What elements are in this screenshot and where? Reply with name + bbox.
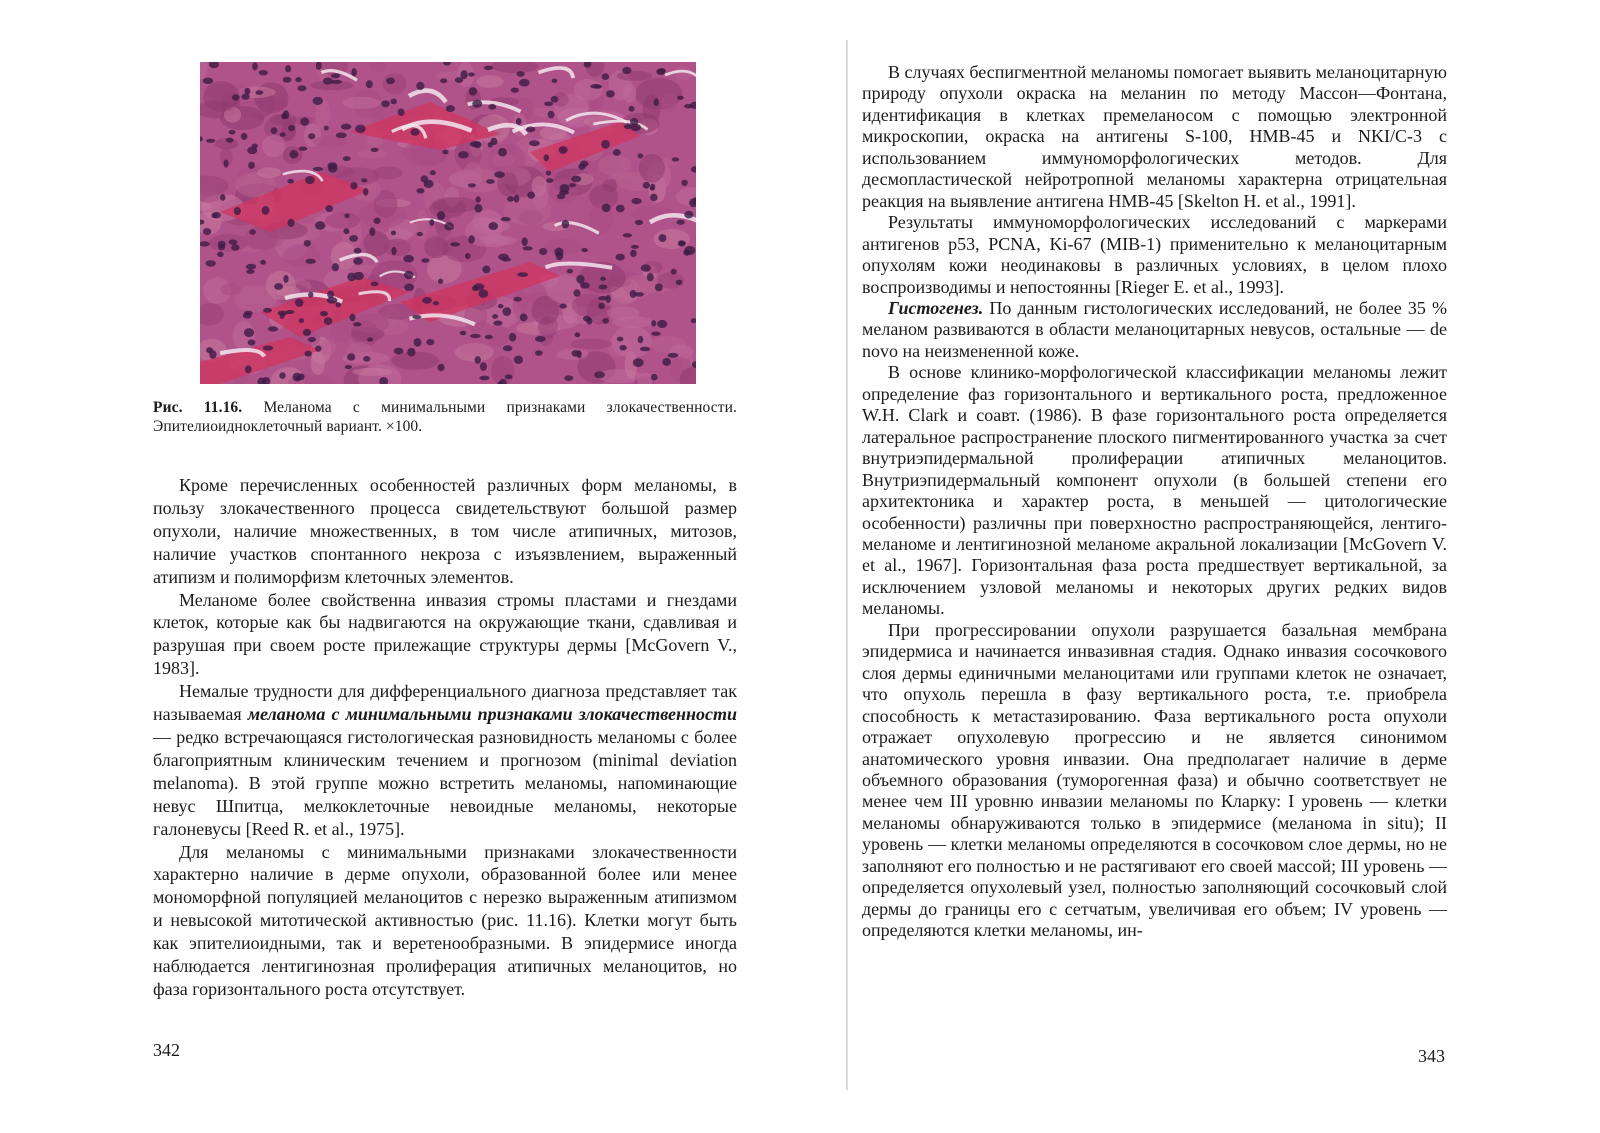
paragraph [153,680,737,840]
paragraph-text: По данным гистологических исследований, не более 35 % меланом развиваются в области меланоцитарных невусов, остальные — de novo на неизмененной коже. [862,297,1447,361]
figure-caption-text: Меланома с минимальными признаками злокачественности. Эпителиоидноклеточный вариант. ×100. [153,399,737,435]
paragraph: Для меланомы с минимальными признаками злокачественности характерно наличие в дерме опухоли, образованной более или менее мономорфной популяцией меланоцитов с нерезко выраженным атипизмом и невысокой митотической активностью (рис. 11.16). Клетки могут быть как эпителиоидными, так и веретенообразными. В эпидермисе иногда наблюдается лентигинозная пролиферация атипичных меланоцитов, но фаза горизонтального роста отсутствует. [153,841,737,999]
paragraph: В основе клинико-морфологической классификации меланомы лежит определение фаз горизонтального и вертикального роста, предложенное W.H. Clark и соавт. (1986). В фазе горизонтального роста определяется латеральное распространение плоского пигментированного участка за счет внутриэпидермальной пролиферации атипичных меланоцитов. Внутриэпидермальный компонент опухоли (в большей степени его архитектоника и характер роста, в меньшей — цитологические особенности) различны при поверхностно распространяющейся, лентиго-меланоме и лентигинозной меланоме акральной локализации [McGovern V. et al., 1967]. Горизонтальная фаза роста предшествует вертикальной, за исключением узловой меланомы и некоторых других редких видов меланомы. [862,362,1447,619]
paragraph-text: Немалые трудности для дифференциального диагноза представляет так называемая [153,681,737,725]
histology-micrograph [200,62,696,384]
paragraph: В случаях беспигментной меланомы помогает выявить меланоцитарную природу опухоли окраска на меланин по методу Массон—Фонтана, идентификация в клетках премеланосом с помощью электронной микроскопии, окраска на антигены S-100, НМВ-45 и NKI/C-3 с использованием иммуноморфологических методов. Для десмопластической нейротропной меланомы характерна отрицательная реакция на выявление антигена НМВ-45 [Skelton H. et al., 1991]. [862,62,1447,211]
paragraph: При прогрессировании опухоли разрушается базальная мембрана эпидермиса и начинается инвазивная стадия. Однако инвазия сосочкового слоя дермы единичными меланоцитами или группами клеток не означает, что опухоль перешла в фазу вертикального роста, т.е. приобрела способность к метастазированию. Фаза вертикального роста опухоли отражает опухолевую прогрессию и не является синонимом анатомического уровня инвазии. Она предполагает наличие в дерме объемного образования (туморогенная фаза) и обычно соответствует не менее чем III уровню инвазии меланомы по Кларку: I уровень — клетки меланомы обнаруживаются только в эпидермисе (меланома in situ); II уровень — клетки меланомы определяются в сосочковом слое дермы, но не заполняют его полностью и не растягивают его своей массой; III уровень — определяется опухолевый узел, полностью заполняющий сосочковый слой дермы до границы его с сетчатым, увеличивая его объем; IV уровень — определяются клетки меланомы, ин- [862,619,1447,941]
page-number: 343 [1418,1046,1445,1066]
paragraph [862,298,1447,362]
figure-caption [153,398,737,436]
page-number: 342 [153,1040,180,1060]
figure-caption-label: Рис. 11.16. [153,399,243,416]
paragraph: Результаты иммуноморфологических исследований с маркерами антигенов р53, PCNA, Ki-67 (MIB-1) применительно к меланоцитарным опухолям кожи неодинаковы в различных условиях, в целом плохо воспроизводимы и непостоянны [Rieger E. et al., 1993]. [862,212,1447,297]
emphasized-term: меланома с минимальными признаками злокачественности [247,704,737,725]
paragraph: Меланоме более свойственна инвазия стромы пластами и гнездами клеток, которые как бы надвигаются на окружающие ткани, сдавливая и разрушая при своем росте прилежащие структуры дермы [McGovern V., 1983]. [153,589,737,679]
paragraph-text: — редко встречающаяся гистологическая разновидность меланомы с более благоприятным клиническим течением и прогнозом (minimal deviation melanoma). В этой группе можно встретить меланомы, напоминающие невус Шпитца, мелкоклеточные невоидные меланомы, некоторые галоневусы [Reed R. et al., 1975]. [153,726,737,839]
paragraph: Кроме перечисленных особенностей различных форм меланомы, в пользу злокачественного процесса свидетельствуют большой размер опухоли, наличие множественных, в том числе атипичных, митозов, наличие участков спонтанного некроза с изъязвлением, выраженный атипизм и полиморфизм клеточных элементов. [153,475,737,587]
right-body-text [862,62,1447,942]
section-lead: Гистогенез. [888,297,984,318]
left-body-text [153,474,737,1001]
